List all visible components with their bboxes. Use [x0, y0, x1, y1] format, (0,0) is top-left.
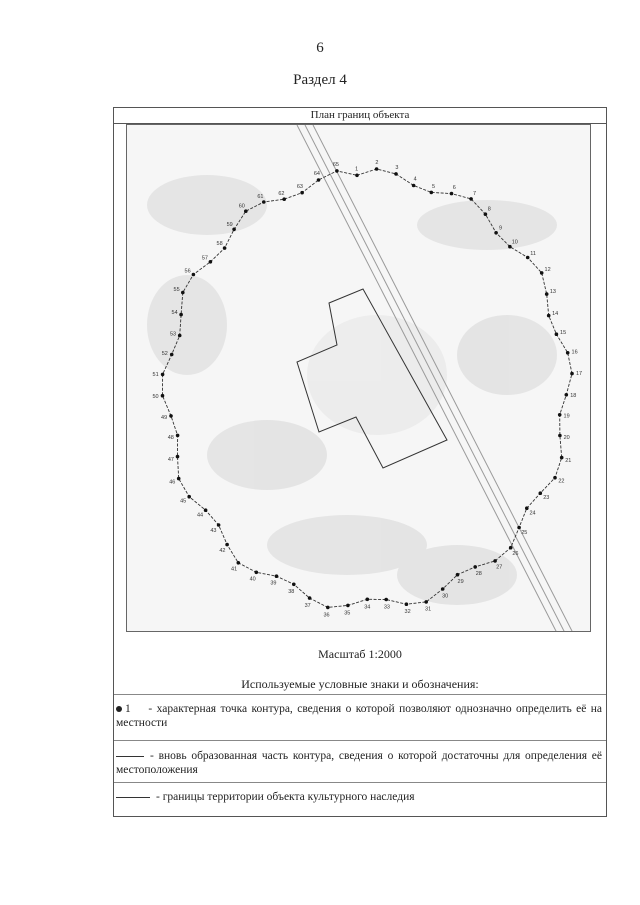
contour-point — [176, 434, 180, 438]
contour-point-label: 11 — [530, 251, 536, 258]
contour-point-label: 42 — [219, 547, 226, 554]
contour-point — [525, 506, 529, 510]
contour-point-label: 45 — [180, 498, 187, 505]
contour-point-label: 37 — [304, 602, 311, 609]
contour-point-label: 12 — [544, 267, 551, 273]
contour-point — [326, 606, 330, 610]
section-title: Раздел 4 — [293, 72, 347, 88]
contour-point-label: 10 — [511, 239, 518, 246]
legend-separator — [114, 782, 606, 783]
contour-point-label: 64 — [313, 171, 320, 178]
contour-point-label: 56 — [184, 268, 191, 275]
contour-point — [179, 313, 183, 317]
legend-separator — [114, 740, 606, 741]
legend-item-new-contour — [116, 749, 602, 777]
boundary-map — [126, 124, 591, 632]
contour-point — [570, 372, 574, 376]
contour-point — [540, 271, 544, 275]
contour-point-label: 40 — [249, 576, 256, 583]
contour-point — [346, 604, 350, 608]
contour-point-label: 32 — [404, 609, 411, 616]
contour-point — [308, 596, 312, 600]
contour-point-icon — [116, 706, 122, 712]
contour-point — [232, 228, 236, 232]
contour-point-label: 59 — [226, 221, 233, 228]
contour-point — [177, 477, 181, 481]
contour-point — [553, 476, 557, 480]
contour-point — [545, 292, 549, 296]
contour-point-label: 18 — [570, 393, 577, 399]
new-contour-line-icon — [116, 756, 144, 757]
legend-separator — [114, 694, 606, 695]
contour-point — [317, 178, 321, 182]
contour-point-label: 65 — [332, 162, 339, 168]
contour-point-label: 36 — [323, 612, 330, 619]
contour-point — [509, 546, 513, 550]
contour-point — [223, 246, 227, 250]
contour-point — [547, 314, 551, 318]
contour-point — [469, 197, 473, 201]
contour-point — [384, 598, 388, 602]
contour-point — [335, 169, 339, 173]
contour-point-label: 25 — [521, 530, 528, 537]
contour-point — [405, 602, 409, 606]
contour-point-label: 22 — [558, 478, 565, 485]
contour-point — [560, 456, 564, 460]
contour-point-label: 41 — [231, 566, 238, 573]
contour-point — [366, 598, 370, 602]
contour-point — [300, 191, 304, 195]
contour-point-label: 16 — [571, 349, 578, 356]
legend-heritage-text: - границы территории объекта культурного наследия — [156, 791, 415, 803]
contour-point — [558, 413, 562, 417]
contour-point-label: 13 — [549, 288, 556, 295]
contour-point — [204, 508, 208, 512]
contour-point — [282, 197, 286, 201]
contour-point-label: 63 — [296, 184, 303, 190]
contour-point — [526, 256, 530, 260]
contour-point-label: 62 — [278, 190, 285, 197]
contour-point — [355, 174, 359, 178]
contour-point — [181, 291, 185, 295]
contour-point — [484, 212, 488, 216]
contour-point — [225, 543, 229, 547]
contour-point-label: 4 — [413, 176, 417, 183]
contour-point-label: 53 — [169, 331, 177, 338]
contour-point-label: 23 — [543, 494, 550, 501]
contour-point-label: 54 — [171, 309, 178, 316]
contour-point — [493, 559, 497, 563]
contour-point-label: 28 — [475, 570, 482, 577]
legend-new-contour-text: - вновь образованная часть контура, сведения о которой достаточны для определения её местоположения — [116, 750, 602, 776]
contour-point-label: 33 — [383, 604, 390, 611]
contour-point-label: 1 — [355, 166, 359, 173]
contour-point — [178, 334, 182, 338]
contour-point-label: 17 — [575, 371, 583, 378]
contour-point-label: 9 — [498, 225, 503, 232]
contour-point-label: 50 — [152, 393, 159, 400]
contour-point-label: 49 — [161, 414, 168, 421]
contour-point — [430, 191, 434, 195]
contour-point — [473, 565, 477, 569]
legend-point-text: - характерная точка контура, сведения о которой позволяют однозначно определить её на местности — [116, 703, 603, 729]
contour-point — [169, 414, 173, 418]
contour-point — [237, 561, 241, 565]
contour-point — [262, 200, 266, 204]
legend-item-heritage-boundary — [116, 790, 602, 804]
contour-point — [555, 332, 559, 336]
contour-point — [412, 184, 416, 188]
contour-point — [565, 393, 569, 397]
contour-point-label: 57 — [201, 255, 208, 262]
contour-point — [217, 523, 221, 527]
contour-point — [292, 583, 296, 587]
contour-point-label: 43 — [210, 527, 217, 534]
scale-label: Масштаб 1:2000 — [318, 647, 402, 661]
contour-point — [450, 192, 454, 196]
contour-point — [456, 573, 460, 577]
contour-point — [394, 172, 398, 176]
legend-item-point — [116, 702, 602, 730]
contour-point-label: 29 — [457, 579, 464, 585]
contour-point-label: 24 — [529, 510, 536, 517]
contour-point-label: 44 — [196, 512, 204, 519]
contour-point-label: 15 — [560, 330, 567, 337]
contour-point-label: 3 — [395, 165, 399, 171]
contour-point-label: 20 — [563, 435, 570, 442]
contour-point-label: 19 — [563, 413, 570, 420]
contour-point-label: 55 — [173, 287, 180, 294]
contour-point — [176, 455, 180, 459]
contour-point-label: 35 — [344, 610, 351, 617]
contour-point-label: 38 — [288, 588, 295, 595]
map-drawing — [127, 125, 591, 632]
contour-point — [192, 273, 196, 277]
contour-point — [187, 495, 191, 499]
contour-point — [161, 394, 165, 398]
contour-point — [375, 167, 379, 171]
contour-point-label: 60 — [238, 203, 245, 210]
contour-point-label: 7 — [472, 190, 477, 197]
contour-point — [558, 434, 562, 438]
contour-point — [566, 351, 570, 355]
contour-point — [275, 574, 279, 578]
contour-point-label: 5 — [431, 183, 436, 190]
contour-point-label: 58 — [216, 241, 223, 248]
contour-point-label: 48 — [167, 435, 174, 441]
contour-point-label: 34 — [364, 604, 371, 611]
contour-point-label: 46 — [169, 479, 176, 486]
contour-point-label: 39 — [270, 580, 277, 587]
contour-point — [539, 491, 543, 495]
plan-frame — [113, 107, 607, 817]
plan-title: План границ объекта — [114, 108, 606, 124]
contour-point — [209, 260, 213, 264]
contour-point — [255, 571, 259, 575]
contour-point-label: 21 — [565, 457, 572, 464]
contour-point — [170, 353, 174, 357]
contour-point-label: 30 — [442, 593, 449, 600]
heritage-boundary-line-icon — [116, 797, 150, 798]
map-background — [147, 175, 557, 605]
contour-point-label: 52 — [161, 351, 168, 358]
contour-point — [517, 526, 521, 530]
contour-point-label: 2 — [375, 160, 379, 166]
contour-point — [161, 373, 165, 377]
contour-point — [424, 600, 428, 604]
contour-point-label: 6 — [452, 185, 456, 192]
contour-point-label: 27 — [496, 564, 503, 571]
contour-point — [244, 209, 248, 213]
contour-point — [441, 587, 445, 591]
contour-point — [494, 231, 498, 235]
contour-point-label: 31 — [425, 606, 432, 613]
contour-point-label: 26 — [512, 550, 519, 557]
page-number: 6 — [316, 40, 324, 56]
contour-point-label: 8 — [487, 206, 491, 213]
contour-point-label: 47 — [167, 456, 174, 463]
legend-point-label: 1 — [125, 703, 131, 715]
legend-title: Используемые условные знаки и обозначения: — [241, 677, 479, 691]
contour-point-label: 51 — [152, 371, 159, 378]
contour-point-label: 61 — [257, 193, 264, 200]
contour-point-label: 14 — [552, 310, 559, 317]
